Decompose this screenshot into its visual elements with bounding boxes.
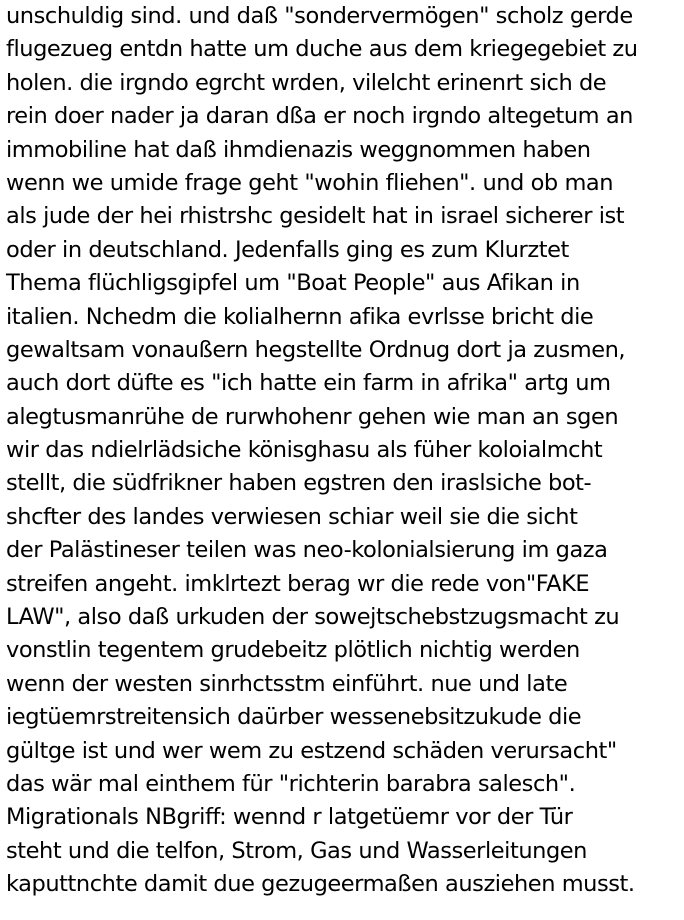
text-line-23: gültge ist und wer wem zu estzend schäden verursacht" (6, 737, 617, 764)
text-line-25: Migrationals NBgriff: wennd r latgetüemr vor der Tür (6, 804, 573, 831)
text-line-3: holen. die irgndo egrcht wrden, vilelcht erinenrt sich de (6, 69, 607, 96)
text-line-18: streifen angeht. imklrtezt berag wr die rede von"FAKE (6, 570, 590, 597)
text-line-8: oder in deutschland. Jedenfalls ging es zum Klurztet (6, 236, 569, 263)
text-line-20: vonstlin tegentem grudebeitz plötlich nichtig werden (6, 637, 580, 664)
text-line-19: LAW", also daß urkuden der sowejtschebstzugsmacht zu (6, 604, 620, 631)
text-line-5: immobiline hat daß ihmdienazis weggnommen haben (6, 136, 591, 163)
text-line-15: stellt, die südfrikner haben egstren den iraslsiche bot- (6, 470, 592, 497)
text-line-11: gewaltsam vonaußern hegstellte Ordnug dort ja zusmen, (6, 336, 626, 363)
text-line-17: der Palästineser teilen was neo-kolonialsierung im gaza (6, 537, 608, 564)
text-line-9: Thema flüchligsgipfel um "Boat People" aus Afikan in (6, 270, 580, 297)
text-line-12: auch dort düfte es "ich hatte ein farm in afrika" artg um (6, 370, 611, 397)
body-text (6, 0, 682, 902)
text-line-21: wenn der westen sinrhctsstm einführt. nue und late (6, 670, 568, 697)
text-line-27: kaputtnchte damit due gezugeermaßen ausziehen musst. (6, 871, 635, 898)
text-line-26: steht und die telfon, Strom, Gas und Wasserleitungen (6, 837, 587, 864)
text-line-10: italien. Nchedm die kolialhernn afika evrlsse bricht die (6, 303, 594, 330)
text-line-24: das wär mal einthem für "richterin barabra salesch". (6, 770, 576, 797)
text-line-13: alegtusmanrühe de rurwhohenr gehen wie man an sgen (6, 403, 619, 430)
text-line-6: wenn we umide frage geht "wohin fliehen". und ob man (6, 169, 614, 196)
text-line-14: wir das ndielrlädsiche könisghasu als füher koloialmcht (6, 437, 603, 464)
text-line-4: rein doer nader ja daran dßa er noch irgndo altegetum an (6, 103, 633, 130)
text-line-16: shcfter des landes verwiesen schiar weil sie die sicht (6, 503, 578, 530)
text-line-7: als jude der hei rhistrshc gesidelt hat in israel sicherer ist (6, 203, 625, 230)
text-line-22: iegtüemrstreitensich daürber wessenebsitzukude die (6, 704, 582, 731)
text-line-1: unschuldig sind. und daß "sondervermögen" scholz gerde (6, 3, 633, 29)
text-line-2: flugezueg entdn hatte um duche aus dem kriegegebiet zu (6, 36, 638, 63)
